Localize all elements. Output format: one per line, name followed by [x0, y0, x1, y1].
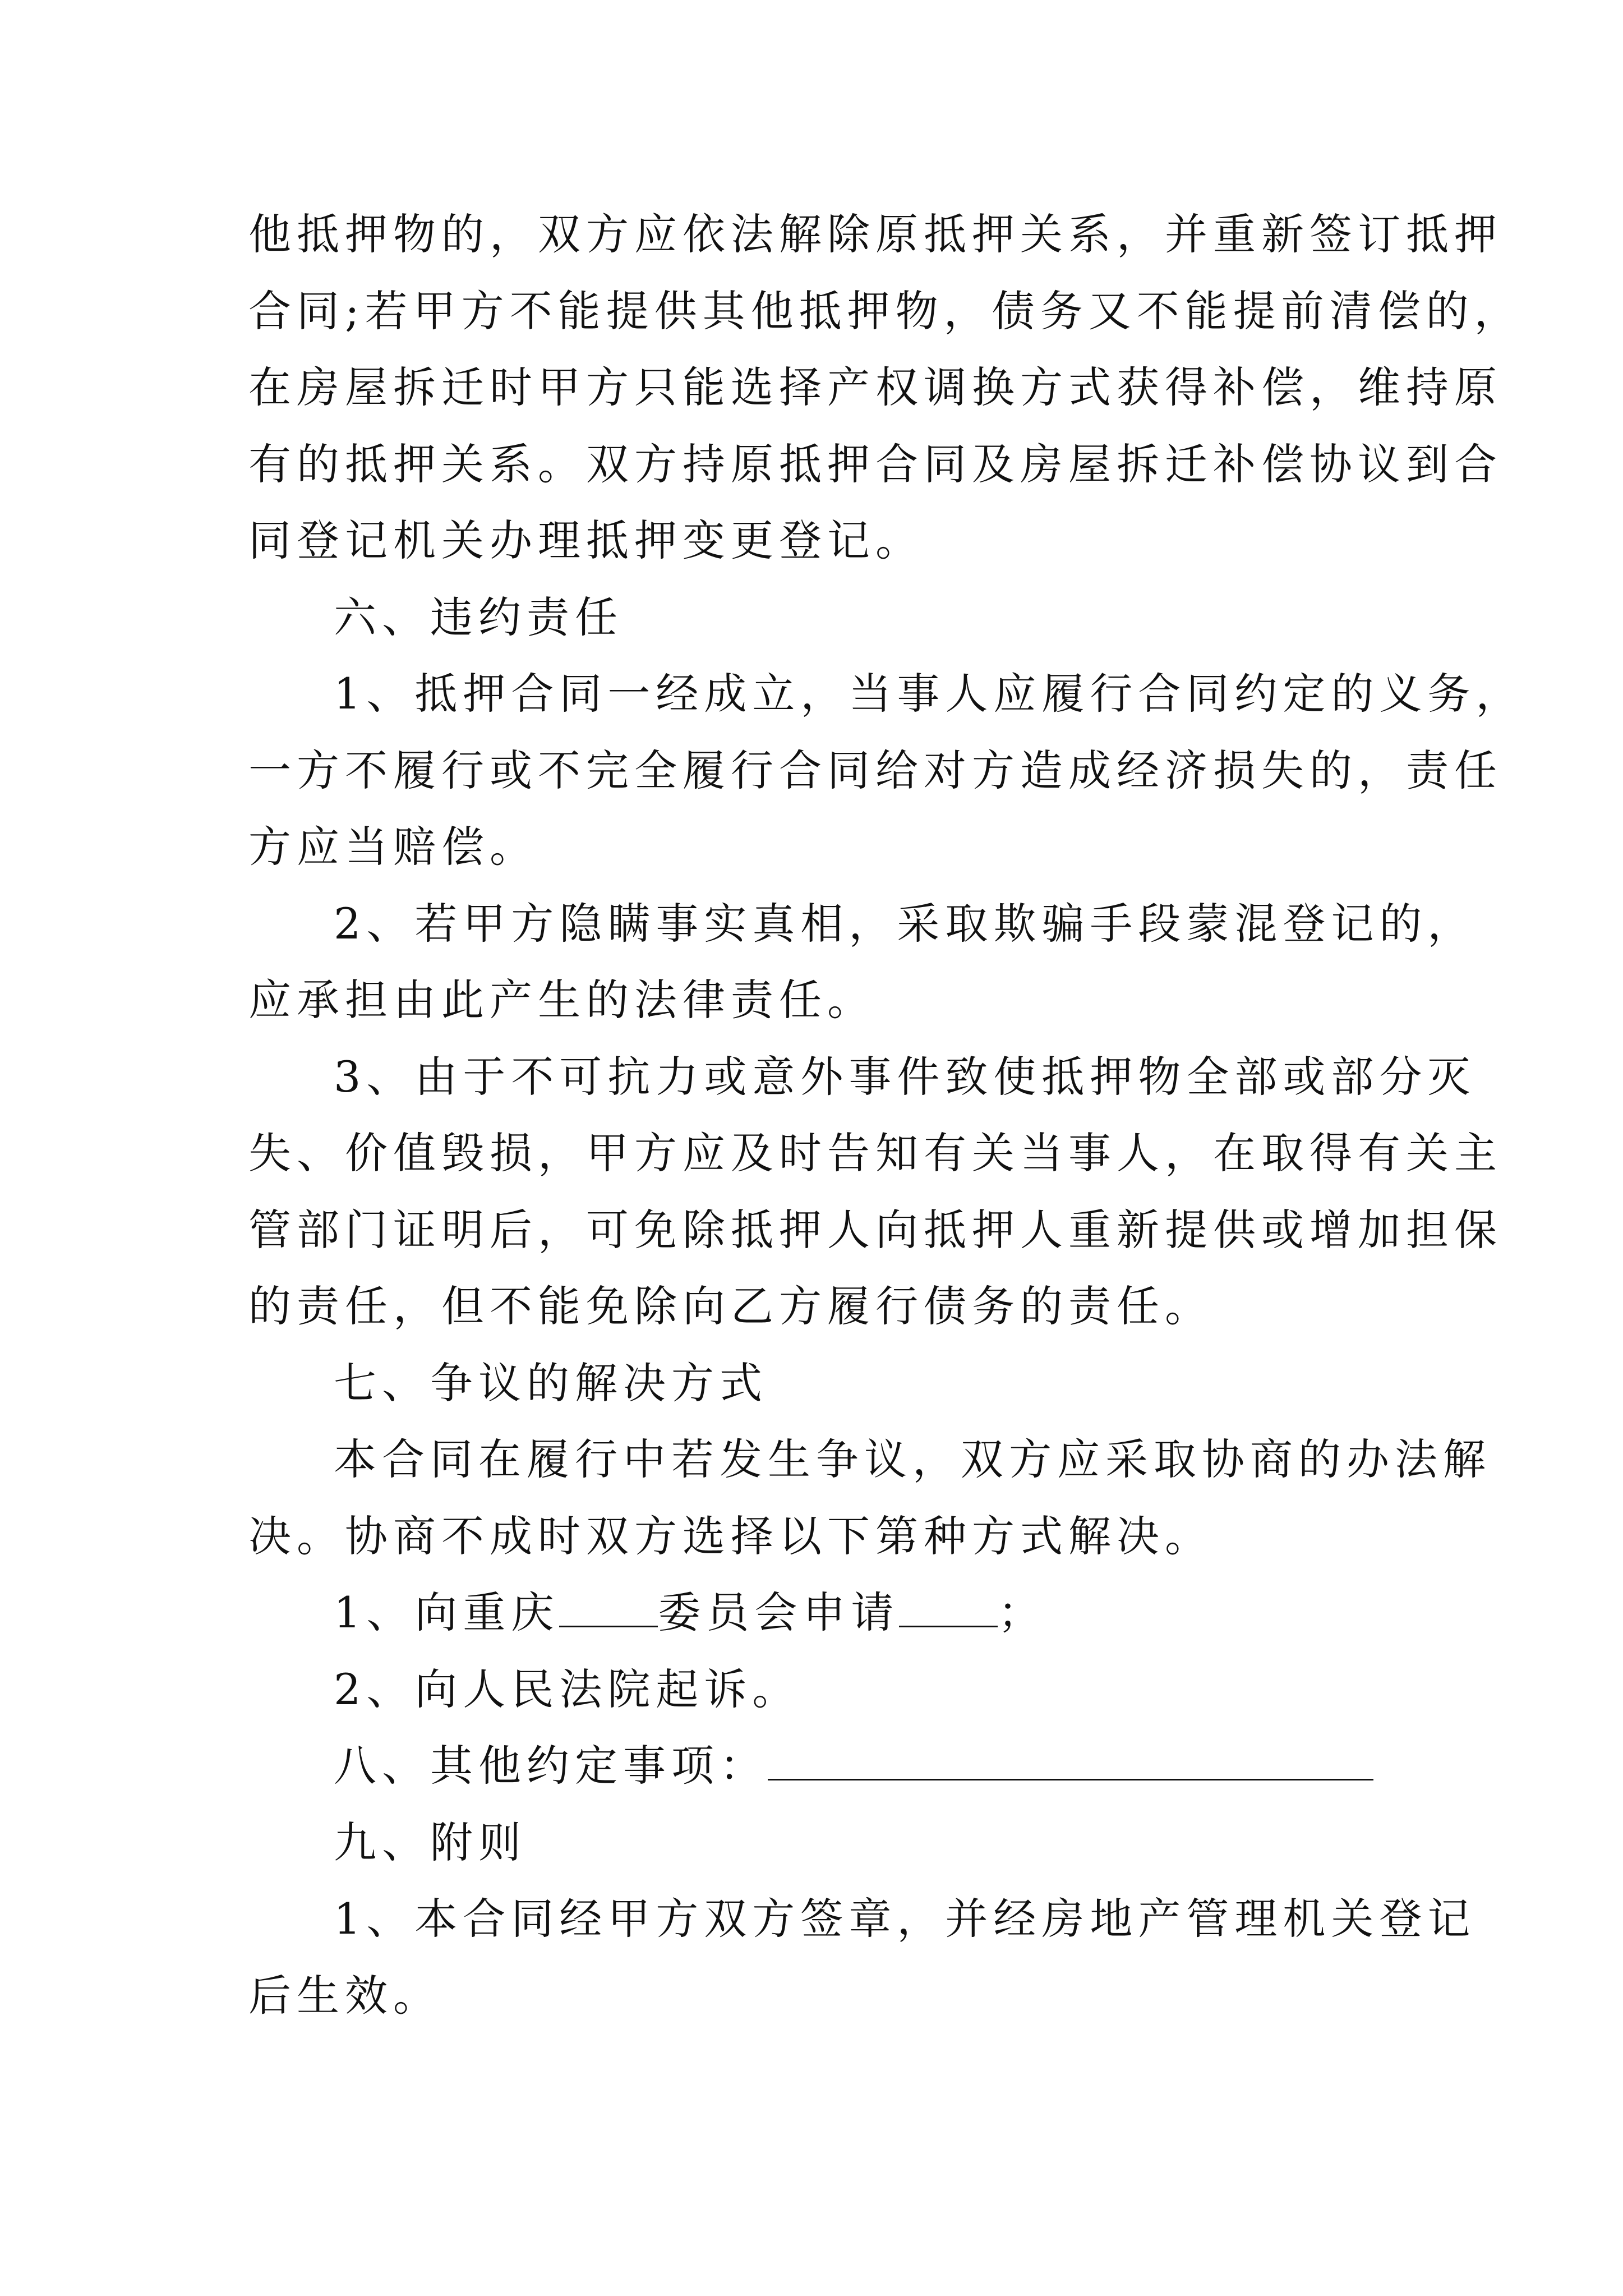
paragraph-line: 2、若甲方隐瞒事实真相，采取欺骗手段蒙混登记的，	[334, 898, 1476, 949]
other-matters-label: 八、其他约定事项：	[334, 1741, 768, 1791]
paragraph-line: 合同;若甲方不能提供其他抵押物，债务又不能提前清偿的，	[248, 286, 1523, 336]
blank-field-committee[interactable]	[559, 1591, 658, 1627]
paragraph-line: 的责任，但不能免除向乙方履行债务的责任。	[248, 1281, 1213, 1331]
arbitration-line	[248, 1575, 1387, 1651]
section-heading-appendix: 九、附则	[334, 1817, 527, 1867]
arbitration-prefix: 1、向重庆	[334, 1588, 560, 1637]
section-heading-breach: 六、违约责任	[334, 592, 623, 642]
blank-field-apply[interactable]	[899, 1591, 998, 1627]
paragraph-line: 失、价值毁损，甲方应及时告知有关当事人，在取得有关主	[248, 1128, 1502, 1178]
section-heading-dispute: 七、争议的解决方式	[334, 1358, 768, 1408]
other-matters-line	[248, 1728, 1387, 1805]
paragraph-line: 后生效。	[248, 1970, 441, 2021]
paragraph-line: 决。协商不成时双方选择以下第种方式解决。	[248, 1511, 1213, 1561]
paragraph-line: 3、由于不可抗力或意外事件致使抵押物全部或部分灭	[334, 1051, 1476, 1102]
arbitration-middle: 委员会申请	[658, 1588, 900, 1637]
paragraph-line: 管部门证明后，可免除抵押人向抵押人重新提供或增加担保	[248, 1204, 1502, 1255]
arbitration-suffix: ；	[998, 1588, 1046, 1637]
paragraph-line: 有的抵押关系。双方持原抵押合同及房屋拆迁补偿协议到合	[248, 439, 1502, 489]
document-body	[248, 196, 1524, 2034]
paragraph-line: 2、向人民法院起诉。	[334, 1664, 801, 1714]
paragraph-line: 方应当赔偿。	[248, 822, 538, 872]
blank-field-other-matters[interactable]	[768, 1744, 1373, 1780]
paragraph-line: 1、本合同经甲方双方签章，并经房地产管理机关登记	[334, 1894, 1476, 1944]
paragraph-line: 同登记机关办理抵押变更登记。	[248, 516, 924, 565]
paragraph-line: 在房屋拆迁时甲方只能选择产权调换方式获得补偿，维持原	[248, 362, 1502, 412]
paragraph-line: 一方不履行或不完全履行合同给对方造成经济损失的，责任	[248, 745, 1502, 795]
paragraph-line: 1、抵押合同一经成立，当事人应履行合同约定的义务，	[334, 669, 1524, 719]
paragraph-line: 应承担由此产生的法律责任。	[248, 975, 875, 1025]
paragraph-line: 本合同在履行中若发生争议，双方应采取协商的办法解	[334, 1434, 1491, 1484]
paragraph-line: 他抵押物的，双方应依法解除原抵押关系，并重新签订抵押	[248, 209, 1502, 259]
